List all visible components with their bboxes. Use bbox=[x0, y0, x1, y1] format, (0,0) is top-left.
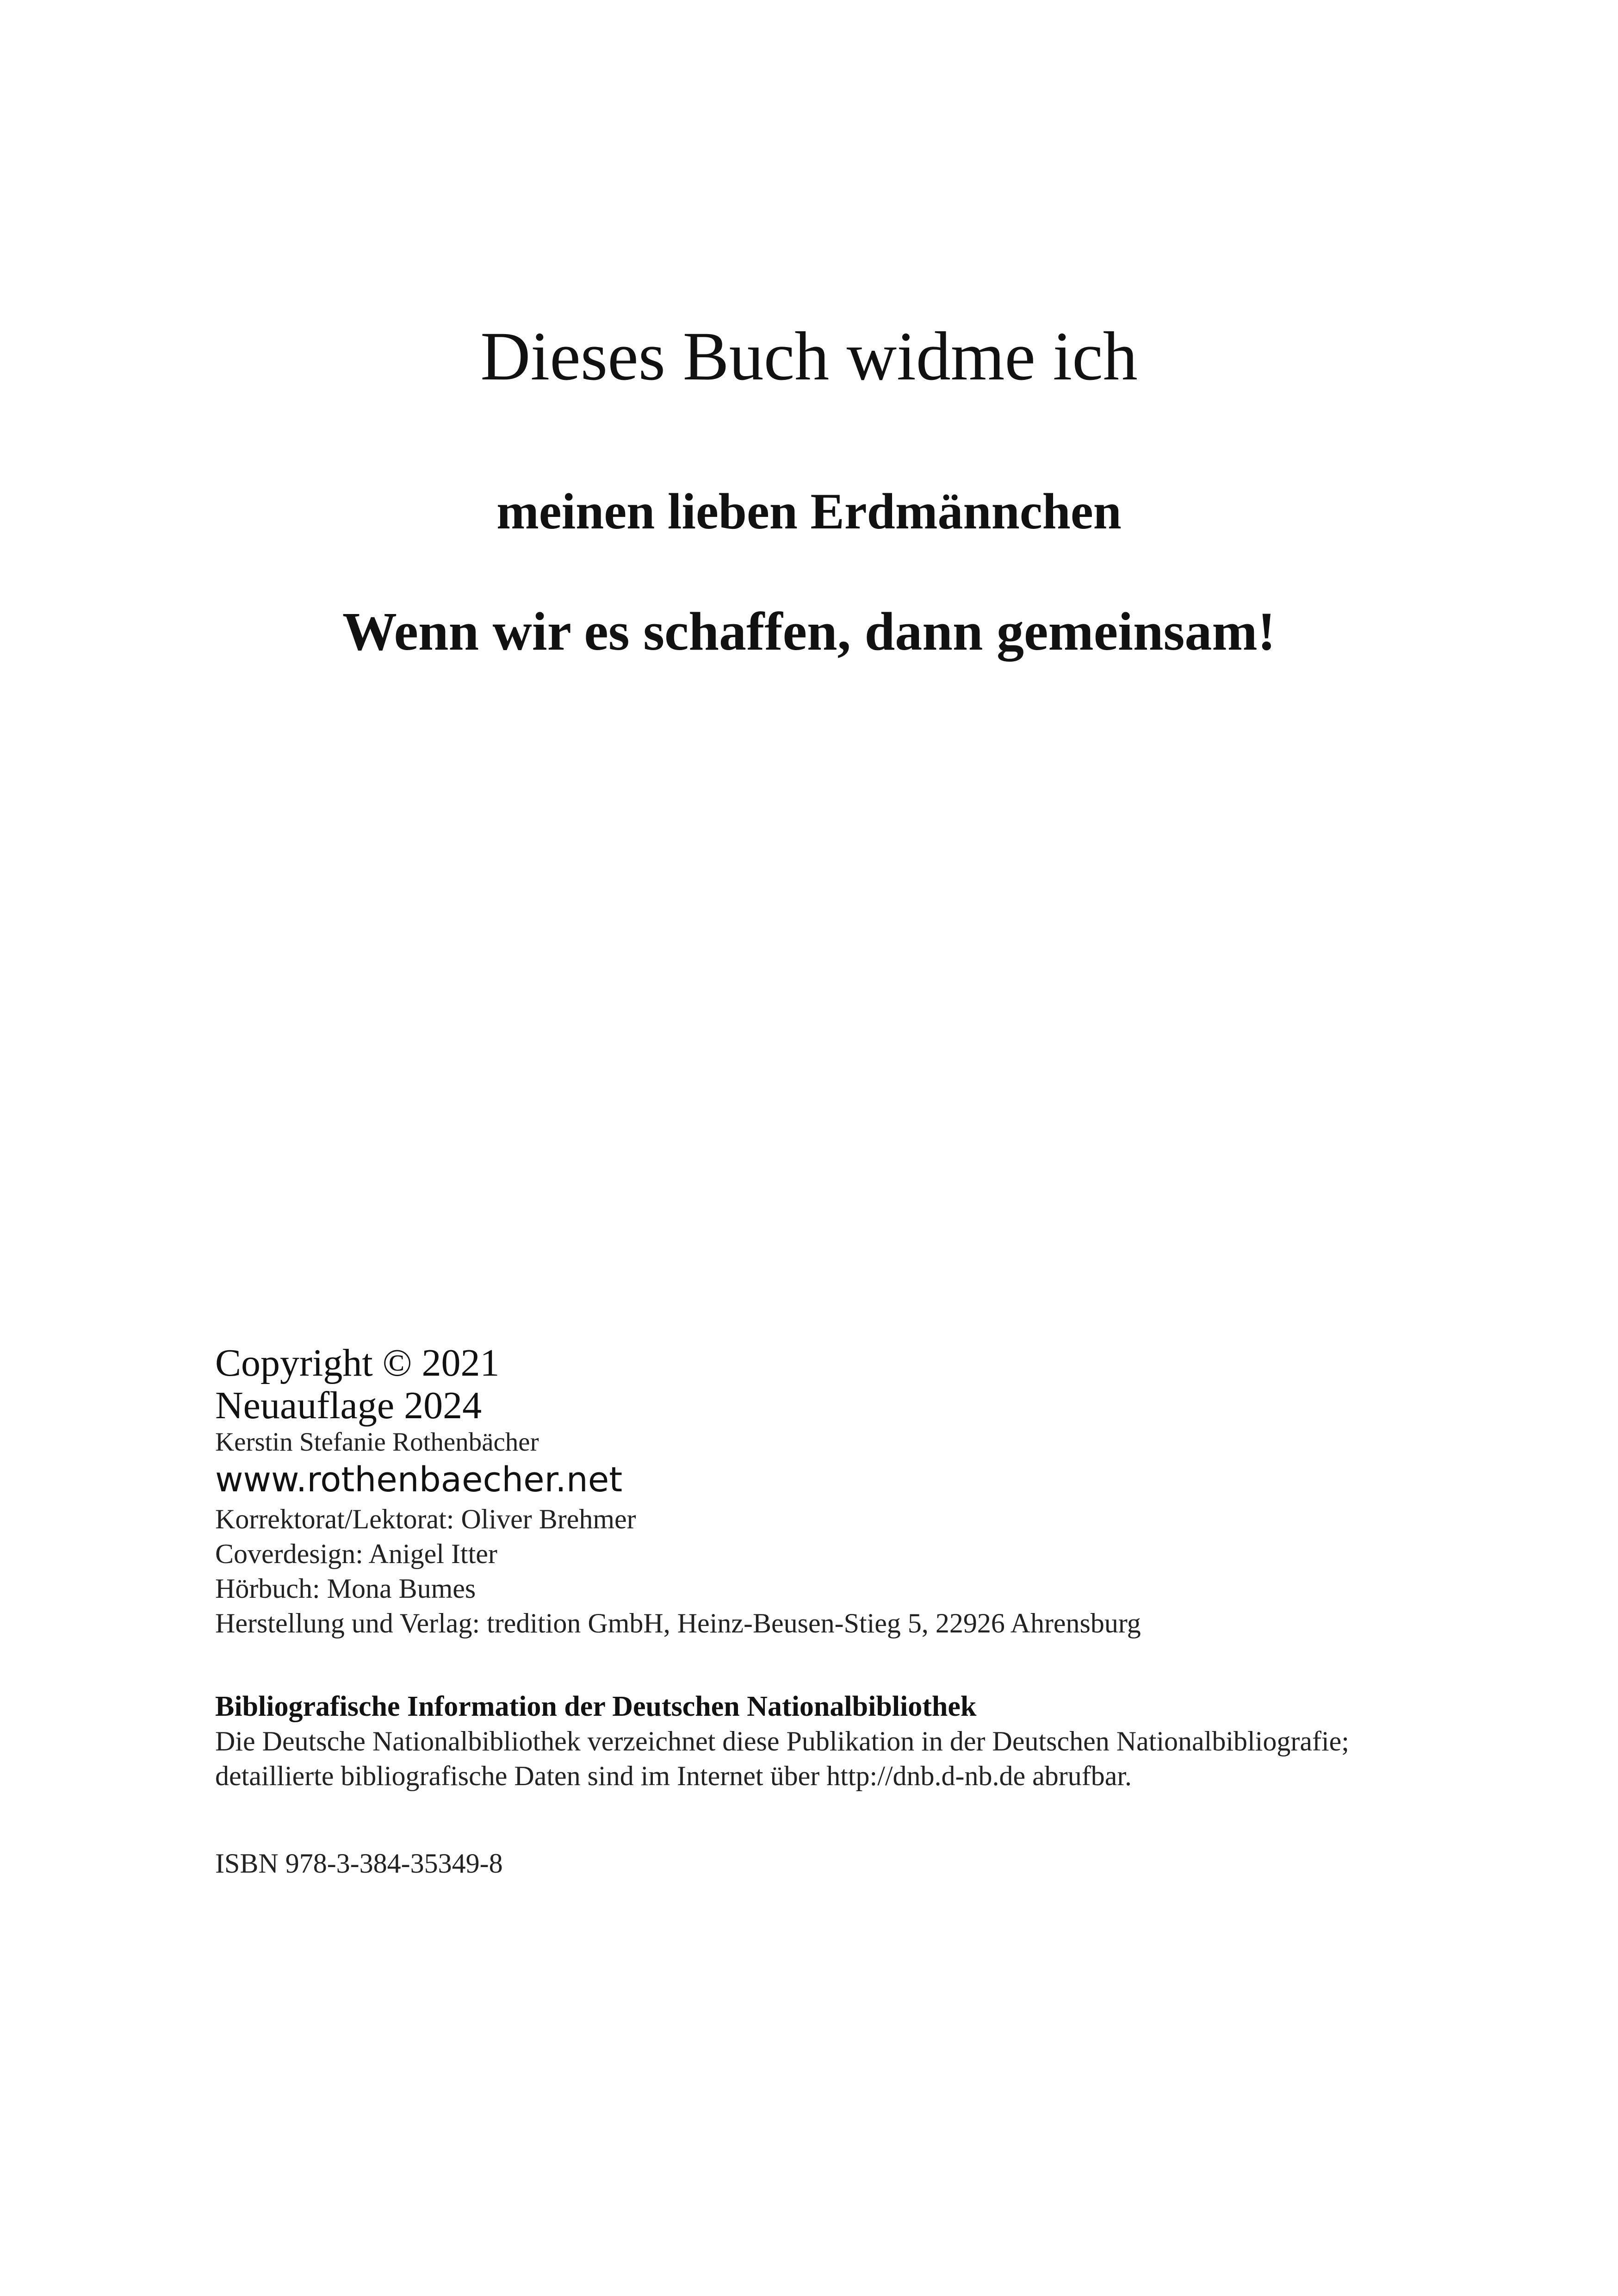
bibliographic-info bbox=[215, 1689, 1557, 1793]
cover-design-credit: Coverdesign: Anigel Itter bbox=[215, 1539, 497, 1569]
bibliographic-text-line1: Die Deutsche Nationalbibliothek verzeichnet diese Publikation in der Deutschen Nationalbibliografie; bbox=[215, 1726, 1349, 1756]
website-link[interactable]: www.rothenbaecher.net bbox=[215, 1460, 623, 1500]
bibliographic-heading: Bibliografische Information der Deutschen Nationalbibliothek bbox=[215, 1691, 977, 1722]
proofreading-credit: Korrektorat/Lektorat: Oliver Brehmer bbox=[215, 1504, 636, 1534]
bibliographic-text-line2: detaillierte bibliografische Daten sind im Internet über http://dnb.d-nb.de abrufbar. bbox=[215, 1761, 1132, 1791]
dedication-motto: Wenn wir es schaffen, dann gemeinsam! bbox=[342, 601, 1276, 662]
author-name: Kerstin Stefanie Rothenbächer bbox=[215, 1427, 539, 1457]
audiobook-credit: Hörbuch: Mona Bumes bbox=[215, 1573, 476, 1604]
copyright-line: Copyright © 2021 bbox=[215, 1341, 500, 1384]
dedication-title: Dieses Buch widme ich bbox=[480, 318, 1138, 395]
isbn-number: ISBN 978-3-384-35349-8 bbox=[215, 1848, 503, 1879]
publisher-credit: Herstellung und Verlag: tredition GmbH, Heinz-Beusen-Stieg 5, 22926 Ahrensburg bbox=[215, 1608, 1141, 1638]
dedication-recipient: meinen lieben Erdmännchen bbox=[496, 483, 1122, 540]
edition-line: Neuauflage 2024 bbox=[215, 1384, 482, 1427]
imprint-block bbox=[215, 1342, 1511, 1641]
